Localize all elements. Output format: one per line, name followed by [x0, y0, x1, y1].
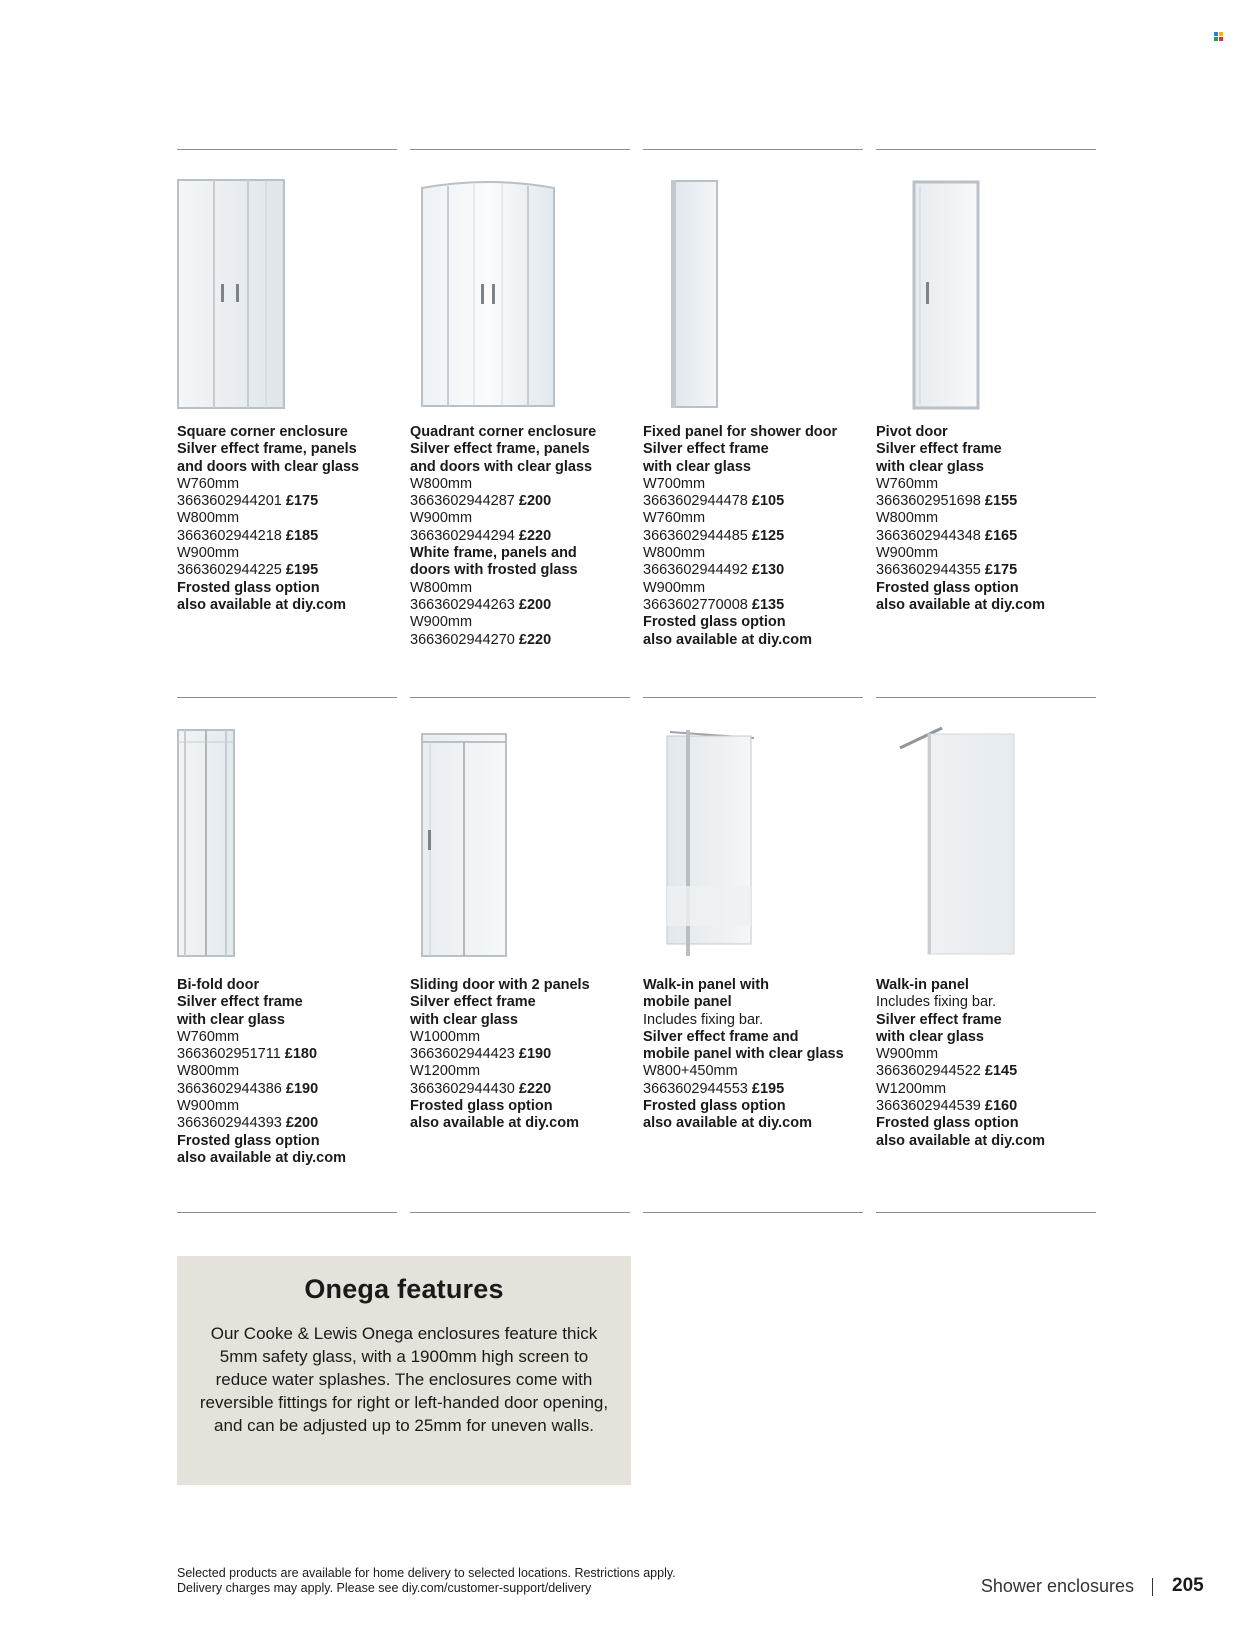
price: £125	[751, 527, 785, 544]
price: £175	[984, 562, 1018, 579]
product-text: W800mm	[876, 510, 939, 527]
product-text: Silver effect frame	[177, 994, 303, 1011]
product-details	[643, 424, 879, 649]
bifold-door-icon	[176, 728, 236, 958]
sku-code: 3663602944423	[410, 1046, 515, 1063]
product-text: also available at diy.com	[643, 631, 812, 648]
price: £220	[518, 631, 552, 648]
product-text: Silver effect frame	[876, 1011, 1002, 1028]
product-text: mobile panel with clear glass	[643, 1046, 844, 1063]
sku-code: 3663602770008	[643, 596, 748, 613]
sku-price-row	[876, 493, 1112, 510]
sku-price-row	[876, 1063, 1112, 1080]
product-details	[643, 977, 879, 1133]
sku-code: 3663602944478	[643, 493, 748, 510]
product-text: W800mm	[643, 545, 706, 562]
sku-code: 3663602951698	[876, 493, 981, 510]
product-title: Sliding door with 2 panels	[410, 977, 590, 993]
divider	[410, 149, 630, 150]
product-text: W760mm	[643, 510, 706, 527]
divider	[643, 149, 863, 150]
product-text: W900mm	[643, 579, 706, 596]
sku-price-row	[177, 1115, 413, 1132]
price: £155	[984, 493, 1018, 510]
divider	[177, 1212, 397, 1213]
product-text: W900mm	[410, 510, 473, 527]
price: £195	[751, 1080, 785, 1097]
divider	[876, 149, 1096, 150]
product-text: W900mm	[177, 545, 240, 562]
sku-code: 3663602944287	[410, 493, 515, 510]
product-text: W760mm	[876, 475, 939, 492]
product-text: White frame, panels and	[410, 545, 577, 562]
sku-price-row	[177, 493, 413, 510]
product-text: Frosted glass option	[643, 614, 786, 631]
divider	[177, 697, 397, 698]
divider	[643, 697, 863, 698]
delivery-disclaimer	[177, 1566, 676, 1596]
sku-code: 3663602944430	[410, 1080, 515, 1097]
disclaimer-line: Delivery charges may apply. Please see diy.com/customer-support/delivery	[177, 1581, 592, 1595]
sku-code: 3663602944485	[643, 527, 748, 544]
product-title: Bi-fold door	[177, 977, 260, 993]
product-text: with clear glass	[643, 458, 751, 475]
product-details	[876, 977, 1112, 1150]
sku-price-row	[410, 597, 646, 614]
sku-code: 3663602944355	[876, 562, 981, 579]
product-text: Frosted glass option	[876, 1115, 1019, 1132]
quadrant-enclosure-icon	[418, 180, 558, 410]
product-text: Silver effect frame	[876, 441, 1002, 458]
product-text: W700mm	[643, 475, 706, 492]
product-text: with clear glass	[177, 1011, 285, 1028]
sku-code: 3663602951711	[177, 1046, 281, 1063]
product-text: also available at diy.com	[876, 596, 1045, 613]
price: £185	[285, 527, 319, 544]
price: £220	[518, 527, 552, 544]
sku-price-row	[876, 562, 1112, 579]
product-title: Square corner enclosure	[177, 424, 348, 440]
product-text: also available at diy.com	[177, 596, 346, 613]
sku-price-row	[643, 528, 879, 545]
sku-code: 3663602944270	[410, 631, 515, 648]
sku-code: 3663602944539	[876, 1098, 981, 1115]
product-text: W900mm	[876, 1046, 939, 1063]
sku-price-row	[410, 493, 646, 510]
sku-price-row	[643, 493, 879, 510]
disclaimer-line: Selected products are available for home delivery to selected locations. Restrictions apply.	[177, 1566, 676, 1580]
brand-mark-icon	[1214, 32, 1223, 41]
divider	[410, 697, 630, 698]
sku-code: 3663602944294	[410, 527, 515, 544]
sku-code: 3663602944522	[876, 1063, 981, 1080]
product-title: Walk-in panel with	[643, 977, 769, 993]
price: £220	[518, 1080, 552, 1097]
divider	[876, 1212, 1096, 1213]
pivot-door-icon	[912, 180, 982, 410]
product-text: Frosted glass option	[876, 579, 1019, 596]
product-text: also available at diy.com	[410, 1115, 579, 1132]
price: £180	[284, 1046, 318, 1063]
walk-in-panel-icon	[898, 722, 1018, 958]
product-text: Silver effect frame	[643, 441, 769, 458]
price: £200	[518, 596, 552, 613]
product-details	[876, 424, 1112, 614]
product-title: Walk-in panel	[876, 977, 969, 993]
product-text: W800+450mm	[643, 1063, 738, 1080]
product-title: Fixed panel for shower door	[643, 424, 838, 440]
sku-price-row	[410, 1081, 646, 1098]
product-text: Includes fixing bar.	[643, 1011, 764, 1028]
sku-price-row	[410, 632, 646, 649]
product-text: and doors with clear glass	[177, 458, 360, 475]
product-text: W800mm	[410, 475, 473, 492]
product-text: W1200mm	[410, 1063, 481, 1080]
section-title: Shower enclosures	[980, 1576, 1134, 1596]
divider	[643, 1212, 863, 1213]
sku-price-row	[876, 1098, 1112, 1115]
product-text: mobile panel	[643, 994, 732, 1011]
price: £105	[751, 493, 785, 510]
sku-code: 3663602944386	[177, 1080, 282, 1097]
product-text: Silver effect frame, panels	[177, 441, 357, 458]
product-text: Silver effect frame and	[643, 1028, 799, 1045]
product-text: W1200mm	[876, 1080, 947, 1097]
product-text: also available at diy.com	[643, 1115, 812, 1132]
sku-code: 3663602944225	[177, 562, 282, 579]
feature-body: Our Cooke & Lewis Onega enclosures feature thick 5mm safety glass, with a 1900mm high screen to reduce water splashes. The enclosures come with reversible fittings for right or left-handed door opening, and can be adjusted up to 25mm for uneven walls.	[199, 1324, 609, 1435]
walk-in-mobile-panel-icon	[664, 726, 760, 958]
sku-price-row	[177, 1046, 413, 1063]
sku-price-row	[177, 528, 413, 545]
sku-code: 3663602944348	[876, 527, 981, 544]
product-title: Pivot door	[876, 424, 948, 440]
product-text: W760mm	[177, 1028, 240, 1045]
product-text: W900mm	[876, 545, 939, 562]
sku-price-row	[643, 562, 879, 579]
product-text: with clear glass	[876, 1028, 984, 1045]
product-text: W760mm	[177, 475, 240, 492]
product-details	[177, 424, 413, 614]
product-text: Silver effect frame	[410, 994, 536, 1011]
product-details	[177, 977, 413, 1167]
sku-price-row	[643, 597, 879, 614]
square-enclosure-icon	[176, 178, 286, 410]
product-text: with clear glass	[876, 458, 984, 475]
sku-price-row	[410, 528, 646, 545]
divider	[177, 149, 397, 150]
product-text: W1000mm	[410, 1028, 481, 1045]
price: £190	[518, 1046, 552, 1063]
footer-separator	[1152, 1578, 1153, 1596]
product-text: Frosted glass option	[177, 1132, 320, 1149]
product-text: W800mm	[177, 510, 240, 527]
product-text: W900mm	[177, 1098, 240, 1115]
sku-price-row	[876, 528, 1112, 545]
price: £175	[285, 493, 319, 510]
sku-code: 3663602944218	[177, 527, 282, 544]
price: £130	[751, 562, 785, 579]
fixed-panel-icon	[670, 178, 720, 410]
product-details	[410, 424, 646, 649]
product-text: doors with frosted glass	[410, 562, 578, 579]
price: £135	[751, 596, 785, 613]
product-text: W800mm	[410, 579, 473, 596]
product-text: with clear glass	[410, 1011, 518, 1028]
product-text: W900mm	[410, 614, 473, 631]
divider	[410, 1212, 630, 1213]
sku-code: 3663602944553	[643, 1080, 748, 1097]
product-text: also available at diy.com	[876, 1132, 1045, 1149]
sku-price-row	[177, 1081, 413, 1098]
product-text: Includes fixing bar.	[876, 994, 997, 1011]
sku-price-row	[177, 562, 413, 579]
price: £200	[285, 1115, 319, 1132]
sku-code: 3663602944492	[643, 562, 748, 579]
price: £160	[984, 1098, 1018, 1115]
price: £145	[984, 1063, 1018, 1080]
sliding-door-icon	[420, 728, 510, 958]
product-text: Frosted glass option	[643, 1098, 786, 1115]
product-text: W800mm	[177, 1063, 240, 1080]
product-text: also available at diy.com	[177, 1149, 346, 1166]
sku-code: 3663602944263	[410, 596, 515, 613]
price: £190	[285, 1080, 319, 1097]
sku-code: 3663602944393	[177, 1115, 282, 1132]
price: £195	[285, 562, 319, 579]
price: £200	[518, 493, 552, 510]
price: £165	[984, 527, 1018, 544]
onega-features-box	[177, 1256, 631, 1485]
product-details	[410, 977, 646, 1133]
product-text: Silver effect frame, panels	[410, 441, 590, 458]
product-text: and doors with clear glass	[410, 458, 593, 475]
sku-price-row	[643, 1081, 879, 1098]
feature-title: Onega features	[304, 1274, 504, 1304]
page-number: 205	[1172, 1575, 1204, 1596]
product-text: Frosted glass option	[410, 1098, 553, 1115]
divider	[876, 697, 1096, 698]
sku-price-row	[410, 1046, 646, 1063]
product-text: Frosted glass option	[177, 579, 320, 596]
product-title: Quadrant corner enclosure	[410, 424, 597, 440]
sku-code: 3663602944201	[177, 493, 282, 510]
